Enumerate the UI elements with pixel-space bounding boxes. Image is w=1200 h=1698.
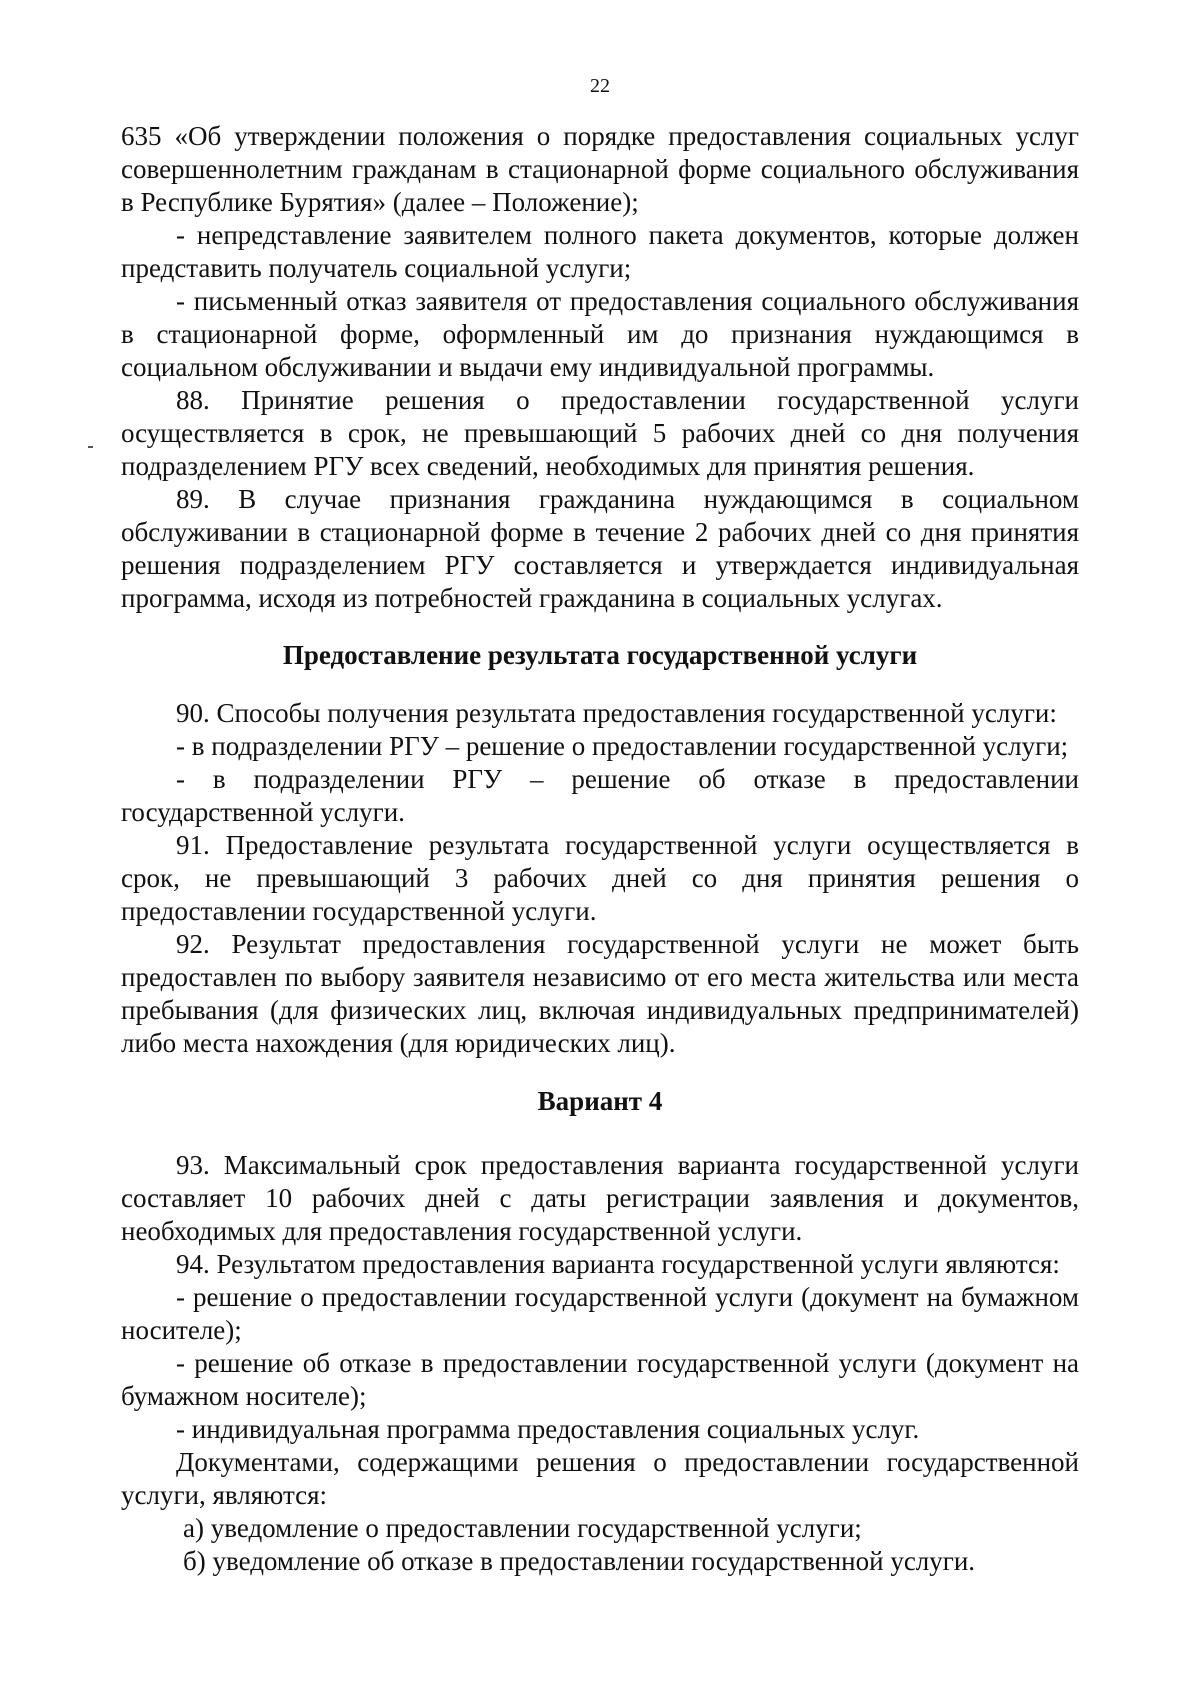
document-body (121, 120, 1079, 1578)
list-item: - письменный отказ заявителя от предоставления социального обслуживания в стационарной форме, оформленный им до признания нуждающимся в социальном обслуживании и выдачи ему индивидуальной программы. (121, 286, 1079, 382)
section-heading: Предоставление результата государственной услуги (282, 640, 918, 670)
paragraph: Документами, содержащими решения о предоставлении государственной услуги, являются: (121, 1447, 1079, 1510)
list-item: - индивидуальная программа предоставления социальных услуг. (176, 1414, 920, 1444)
clause-91: 91. Предоставление результата государственной услуги осуществляется в срок, не превышающий 3 рабочих дней со дня принятия решения о предоставлении государственной услуги. (121, 830, 1079, 926)
list-item: - непредставление заявителем полного пакета документов, которые должен представить получатель социальной услуги; (121, 220, 1079, 283)
list-item: - в подразделении РГУ – решение о предоставлении государственной услуги; (176, 731, 1069, 761)
clause-90: 90. Способы получения результата предоставления государственной услуги: (176, 698, 1057, 728)
clause-94: 94. Результатом предоставления варианта государственной услуги являются: (176, 1249, 1060, 1279)
clause-92: 92. Результат предоставления государственной услуги не может быть предоставлен по выбору заявителя независимо от его места жительства или места пребывания (для физических лиц, включая индивидуальных предпринимателей) либо места нахождения (для юридических лиц). (121, 929, 1079, 1058)
section-heading: Вариант 4 (537, 1086, 663, 1116)
margin-mark (88, 446, 93, 448)
page-number: 22 (590, 75, 610, 97)
clause-89: 89. В случае признания гражданина нуждающимся в социальном обслуживании в стационарной форме в течение 2 рабочих дней со дня принятия решения подразделением РГУ составляется и утверждается индивидуальная программа, исходя из потребностей гражданина в социальных услугах. (121, 484, 1079, 613)
paragraph-continuation: 635 «Об утверждении положения о порядке предоставления социальных услуг совершеннолетним гражданам в стационарной форме социального обслуживания в Республике Бурятия» (далее – Положение); (121, 121, 1079, 217)
lettered-item: б) уведомление об отказе в предоставлении государственной услуги. (183, 1546, 976, 1576)
list-item: - в подразделении РГУ – решение об отказе в предоставлении государственной услуги. (121, 764, 1079, 827)
clause-88: 88. Принятие решения о предоставлении государственной услуги осуществляется в срок, не превышающий 5 рабочих дней со дня получения подразделением РГУ всех сведений, необходимых для принятия решения. (121, 385, 1079, 481)
list-item: - решение об отказе в предоставлении государственной услуги (документ на бумажном носителе); (121, 1348, 1079, 1411)
clause-93: 93. Максимальный срок предоставления варианта государственной услуги составляет 10 рабочих дней с даты регистрации заявления и документов, необходимых для предоставления государственной услуги. (121, 1150, 1079, 1246)
lettered-item: а) уведомление о предоставлении государственной услуги; (183, 1513, 862, 1543)
list-item: - решение о предоставлении государственной услуги (документ на бумажном носителе); (121, 1282, 1079, 1345)
